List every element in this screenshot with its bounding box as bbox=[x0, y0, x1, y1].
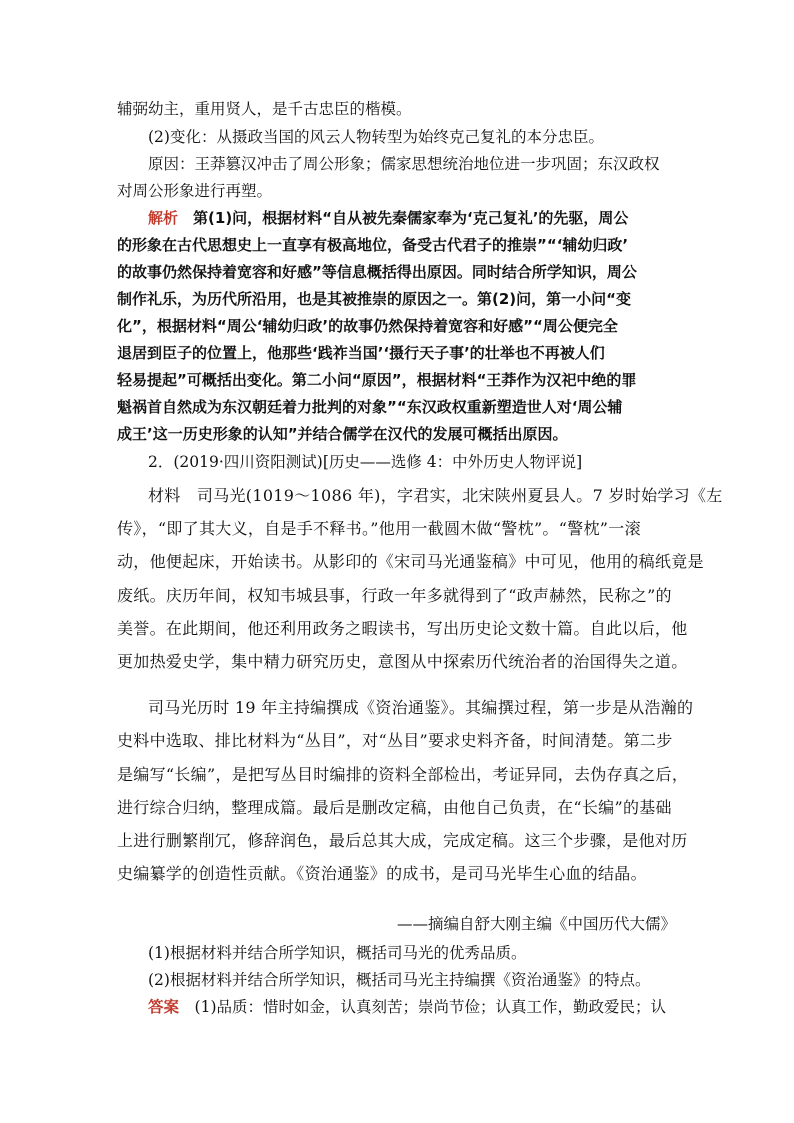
material-line: 废纸。庆历年间，权知韦城县事，行政一年多就得到了“政声赫然，民称之”的 bbox=[117, 586, 672, 605]
answer-text: (1)品质：惜时如金，认真刻苦；崇尚节俭；认真工作，勤政爱民；认 bbox=[194, 998, 666, 1016]
answer-label: 答案 bbox=[148, 998, 180, 1016]
material-line: 是编写“长编”，是把写丛目时编排的资料全部检出，考证异同，去伪存真之后， bbox=[117, 765, 689, 784]
question-line: (2)根据材料并结合所学知识，概括司马光主持编撰《资治通鉴》的特点。 bbox=[148, 971, 651, 989]
analysis-line bbox=[148, 207, 794, 229]
question-header: 2．(2019·四川资阳测试)[历史——选修 4：中外历史人物评说] bbox=[148, 453, 583, 471]
analysis-line: 轻易提起”可概括出变化。第二小问“原因”，根据材料“王莽作为汉祀中绝的罪 bbox=[117, 371, 637, 389]
analysis-line: 制作礼乐，为历代所沿用，也是其被推崇的原因之一。第(2)问，第一小问“变 bbox=[117, 290, 632, 308]
analysis-line: 化”，根据材料“周公‘辅幼归政’的故事仍然保持着宽容和好感”“周公便完全 bbox=[117, 317, 618, 335]
material-line: 司马光历时 19 年主持编撰成《资治通鉴》。其编撰过程，第一步是从浩瀚的 bbox=[148, 698, 694, 717]
analysis-text: 第(1)问，根据材料“自从被先秦儒家奉为‘克己复礼’的先驱，周公 bbox=[193, 209, 629, 227]
analysis-line: 的形象在古代思想史上一直享有极高地位，备受古代君子的推崇”“‘辅幼归政’ bbox=[117, 236, 629, 254]
analysis-line: 的故事仍然保持着宽容和好感”等信息概括得出原因。同时结合所学知识，周公 bbox=[117, 263, 637, 281]
text-line: 原因：王莽篡汉冲击了周公形象；儒家思想统治地位进一步巩固；东汉政权 bbox=[148, 155, 660, 173]
material-line: 美誉。在此期间，他还利用政务之暇读书，写出历史论文数十篇。自此以后，他 bbox=[117, 619, 688, 638]
material-line: 史编纂学的创造性贡献。《资治通鉴》的成书，是司马光毕生心血的结晶。 bbox=[117, 864, 647, 883]
question-line: (1)根据材料并结合所学知识，概括司马光的优秀品质。 bbox=[148, 944, 527, 962]
material-line: 传》，“即了其大义，自是手不释书。”他用一截圆木做“警枕”。“警枕”一滚 bbox=[117, 519, 641, 538]
source-citation: ——摘编自舒大刚主编《中国历代大儒》 bbox=[396, 915, 676, 933]
analysis-line: 成王’这一历史形象的认知”并结合儒学在汉代的发展可概括出原因。 bbox=[117, 425, 568, 443]
analysis-line: 退居到臣子的位置上，他那些‘践祚当国’‘摄行天子事’的壮举也不再被人们 bbox=[117, 344, 605, 362]
material-line: 材料 司马光(1019～1086 年)，字君实，北宋陕州夏县人。7 岁时始学习《左 bbox=[148, 486, 723, 505]
analysis-line: 魁祸首自然成为东汉朝廷着力批判的对象”“东汉政权重新塑造世人对‘周公辅 bbox=[117, 398, 623, 416]
material-line: 上进行删繁削冗，修辞润色，最后总其大成，完成定稿。这三个步骤，是他对历 bbox=[117, 831, 688, 850]
analysis-label: 解析 bbox=[148, 209, 179, 227]
text-line: 对周公形象进行再塑。 bbox=[117, 182, 273, 200]
material-line: 史料中选取、排比材料为“丛目”，对“丛目”要求史料齐备，时间清楚。第二步 bbox=[117, 731, 673, 750]
text-line: (2)变化：从摄政当国的风云人物转型为始终克己复礼的本分忠臣。 bbox=[148, 128, 604, 146]
material-line: 进行综合归纳，整理成篇。最后是删改定稿，由他自己负责，在“长编”的基础 bbox=[117, 798, 672, 817]
answer-line bbox=[148, 996, 794, 1018]
text-line: 辅弼幼主，重用贤人，是千古忠臣的楷模。 bbox=[117, 100, 412, 118]
material-line: 动，他便起床，开始读书。从影印的《宋司马光通鉴稿》中可见，他用的稿纸竟是 bbox=[117, 552, 704, 571]
material-line: 更加热爱史学，集中精力研究历史，意图从中探索历代统治者的治国得失之道。 bbox=[117, 652, 688, 671]
